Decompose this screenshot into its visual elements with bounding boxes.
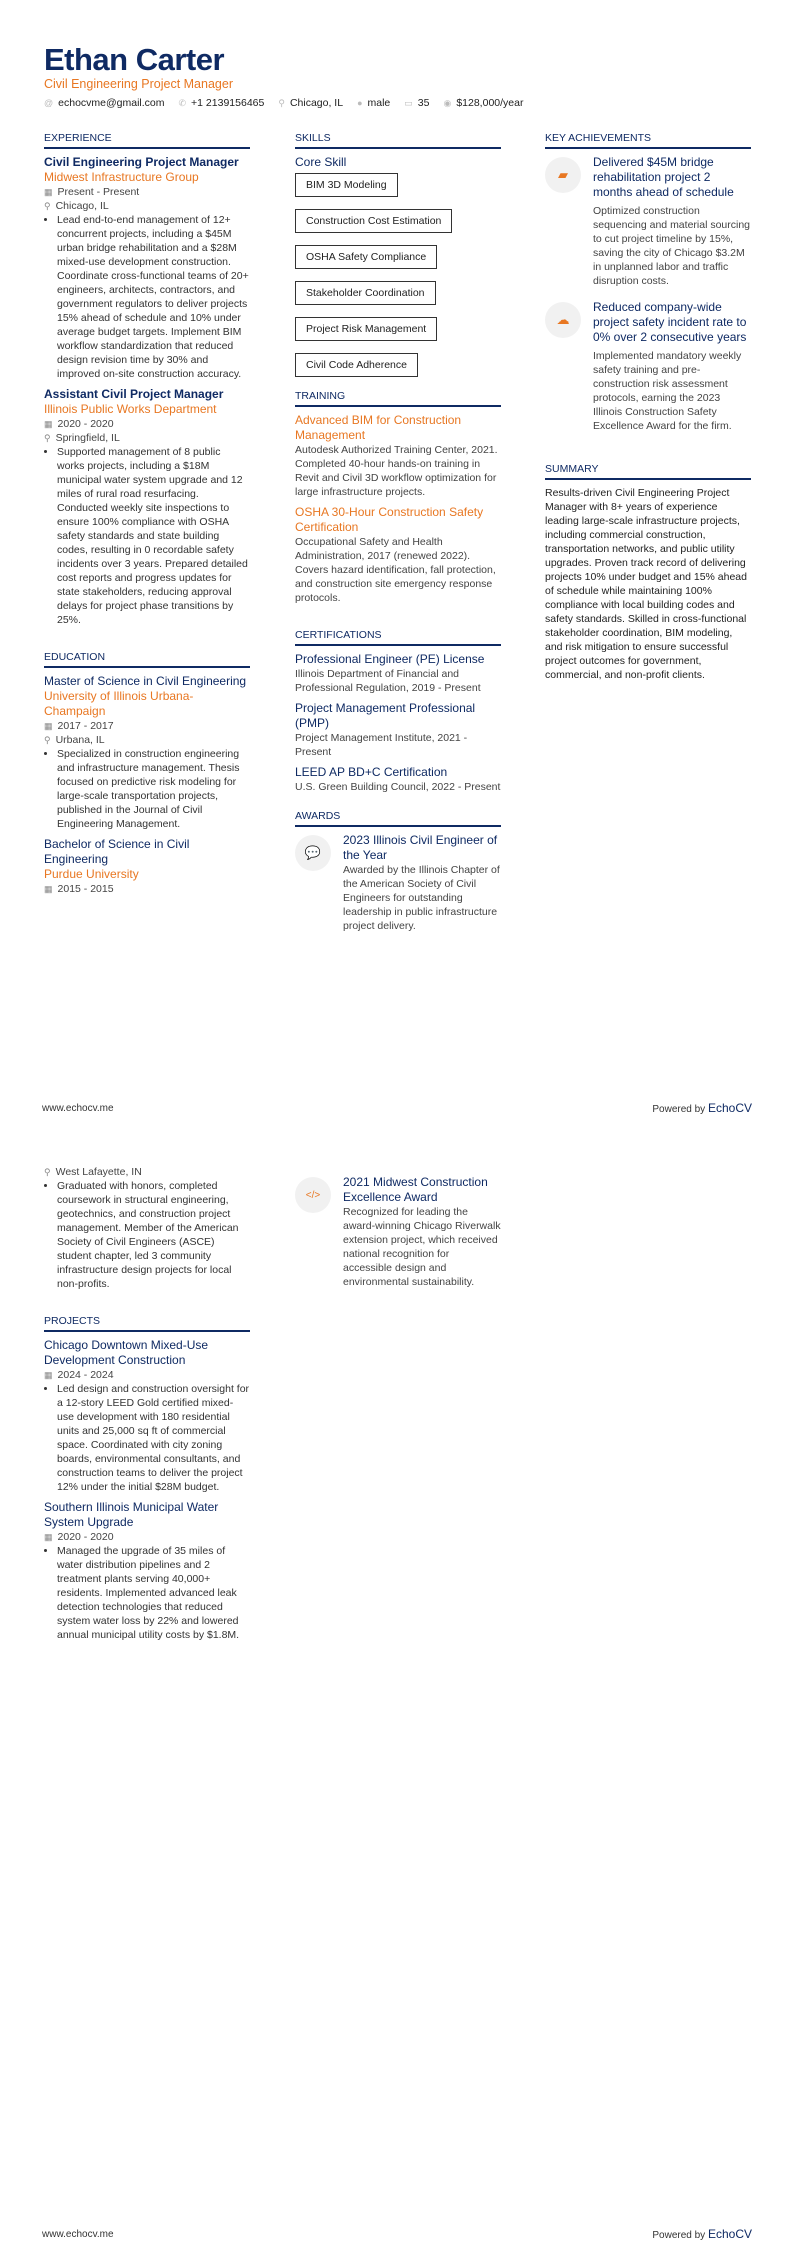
chat-icon: 💬: [295, 835, 331, 871]
experience-item: [44, 387, 250, 627]
calendar-icon: ▦: [44, 721, 53, 731]
calendar-icon: ▦: [44, 1532, 53, 1542]
age: 35: [417, 97, 430, 109]
description: • Specialized in construction engineering and infrastructure management. Thesis focused on predictive risk modeling for large-scale transportation projects, published in the Journal of Civil Engineering Management.: [57, 747, 250, 831]
education-item: [44, 674, 250, 831]
description: • Led design and construction oversight for a 12-story LEED Gold certified mixed-use development with 180 residential units and 25,000 sq ft of commercial space. Coordinated with city zoning boards, environmental consultants, and construction teams to deliver the project 12% under the initial $28M budget.: [57, 1382, 250, 1494]
middle-column: [295, 128, 501, 945]
project-title: Southern Illinois Municipal Water System Upgrade: [44, 1500, 219, 1529]
description: • Supported management of 8 public works projects, including a $18M municipal water system upgrade and 12 miles of rural road resurfacing. Conducted weekly site inspections to ensure 100% compliance with OSHA safety standards and state building codes, resulting in 0 recordable safety incidents over 3 years. Prepared detailed cost reports and progress updates for state stakeholders, reducing approval delays for project phase transitions by 25%.: [57, 445, 250, 627]
description: • Lead end-to-end management of 12+ concurrent projects, including a $45M urban bridge rehabilitation and a $28M mixed-use development construction. Coordinate cross-functional teams of 20+ engineers, architects, contractors, and government regulators to deliver projects 15% ahead of schedule and 10% under average budget targets. Implement BIM workflow standardization that reduced design revision time by 30% and improved on-site construction accuracy.: [57, 213, 250, 381]
project-item: [44, 1338, 250, 1494]
powered-by: Powered by: [652, 2230, 706, 2241]
salary-icon: ◉: [443, 98, 452, 108]
calendar-icon: ▦: [44, 884, 53, 894]
section-awards: AWARDS: [295, 810, 501, 827]
achievement-item: [545, 155, 751, 294]
powered-by: Powered by: [652, 1104, 706, 1115]
summary-text: Results-driven Civil Engineering Project Manager with 8+ years of experience leading large-scale infrastructure projects, including commercial construction, transportation networks, and public utility upgrades. Proven track record of delivering projects 10% under budget and 15% ahead of schedule while maintaining 100% compliance with local building codes and safety standards. Skilled in cross-functional stakeholder coordination, BIM modeling, and risk mitigation to ensure successful project outcomes for government, commercial, and non-profit clients.: [545, 487, 747, 681]
location-icon: ⚲: [44, 201, 51, 211]
job-title: Civil Engineering Project Manager: [44, 155, 239, 169]
skill-tag: Stakeholder Coordination: [295, 281, 436, 305]
project-item: [44, 1500, 250, 1642]
contact-bar: [44, 97, 523, 109]
user-icon: ●: [357, 98, 363, 108]
section-summary: SUMMARY: [545, 463, 751, 480]
location-icon: ⚲: [44, 1167, 51, 1177]
degree: Bachelor of Science in Civil Engineering: [44, 837, 190, 866]
description: • Managed the upgrade of 35 miles of water distribution pipelines and 2 treatment plants serving 40,000+ residents. Implemented advanced leak detection technologies that reduced system water loss by 22% and lowered annual municipal utility costs by $1.8M.: [57, 1544, 250, 1642]
left-column: [44, 128, 250, 896]
brand: EchoCV: [707, 2227, 752, 2241]
achievement-desc: Optimized construction sequencing and material sourcing to cut project timeline by 15%, saving the city of Chicago $3.2M in unplanned labor and traffic disruption costs.: [593, 205, 751, 287]
section-education: EDUCATION: [44, 651, 250, 668]
achievement-title: Reduced company-wide project safety incident rate to 0% over 2 consecutive years: [593, 300, 747, 344]
company: Illinois Public Works Department: [44, 402, 217, 416]
achievement-title: Delivered $45M bridge rehabilitation project 2 months ahead of schedule: [593, 155, 734, 199]
location-icon: ⚲: [278, 98, 285, 108]
skill-tag: Civil Code Adherence: [295, 353, 418, 377]
location: Springfield, IL: [55, 432, 120, 444]
training-title: OSHA 30-Hour Construction Safety Certification: [295, 505, 484, 534]
location: Urbana, IL: [55, 734, 105, 746]
award-desc: Recognized for leading the award-winning Chicago Riverwalk extension project, which received national recognition for accessible design and environmental sustainability.: [343, 1206, 501, 1288]
location-icon: ⚲: [44, 735, 51, 745]
phone: +1 2139156465: [191, 97, 265, 109]
skill-tag: Construction Cost Estimation: [295, 209, 452, 233]
phone-icon: ✆: [178, 98, 187, 108]
left-column: [44, 1165, 250, 1648]
middle-column: [295, 1175, 501, 1301]
footer-powered: [652, 2227, 752, 2241]
award-item: [295, 1175, 501, 1295]
section-achievements: KEY ACHIEVEMENTS: [545, 132, 751, 149]
email: echocvme@gmail.com: [58, 97, 165, 109]
dates: 2020 - 2020: [57, 1531, 114, 1543]
location: West Lafayette, IN: [55, 1166, 142, 1178]
cert-title: Professional Engineer (PE) License: [295, 652, 485, 666]
cloud-icon: ☁: [545, 302, 581, 338]
cert-desc: Project Management Institute, 2021 - Present: [295, 732, 468, 758]
resume-page-2: [0, 1123, 794, 2246]
section-training: TRAINING: [295, 390, 501, 407]
award-title: 2021 Midwest Construction Excellence Award: [343, 1175, 488, 1204]
gender: male: [367, 97, 391, 109]
calendar-icon: ▦: [44, 1370, 53, 1380]
calendar-icon: ▦: [44, 419, 53, 429]
salary: $128,000/year: [456, 97, 524, 109]
code-icon: </>: [295, 1177, 331, 1213]
dates: 2017 - 2017: [57, 720, 114, 732]
skill-tag: BIM 3D Modeling: [295, 173, 398, 197]
cert-title: Project Management Professional (PMP): [295, 701, 476, 730]
award-desc: Awarded by the Illinois Chapter of the American Society of Civil Engineers for outstanding leadership in public infrastructure project delivery.: [343, 864, 500, 932]
section-certifications: CERTIFICATIONS: [295, 629, 501, 646]
dates: 2024 - 2024: [57, 1369, 114, 1381]
calendar-icon: ▦: [44, 187, 53, 197]
award-title: 2023 Illinois Civil Engineer of the Year: [343, 833, 498, 862]
footer-site[interactable]: www.echocv.me: [42, 1103, 114, 1114]
training-desc: Occupational Safety and Health Administration, 2017 (renewed 2022). Covers hazard identification, fall protection, and construction site emergency response protocols.: [295, 536, 496, 604]
degree: Master of Science in Civil Engineering: [44, 674, 247, 688]
education-item: [44, 837, 250, 896]
award-item: [295, 833, 501, 939]
school: University of Illinois Urbana-Champaign: [44, 689, 194, 718]
skill-group: Core Skill: [295, 155, 347, 169]
brand: EchoCV: [707, 1101, 752, 1115]
achievement-desc: Implemented mandatory weekly safety training and pre-construction risk assessment protocols, earning the 2023 Illinois Construction Safety Excellence Award for the firm.: [593, 350, 742, 432]
training-desc: Autodesk Authorized Training Center, 2021. Completed 40-hour hands-on training in Revit and Civil 3D workflow optimization for large infrastructure projects.: [295, 444, 498, 498]
dates: Present - Present: [57, 186, 140, 198]
skill-tag: OSHA Safety Compliance: [295, 245, 437, 269]
job-title: Assistant Civil Project Manager: [44, 387, 224, 401]
school: Purdue University: [44, 867, 139, 881]
location: Chicago, IL: [289, 97, 344, 109]
section-skills: SKILLS: [295, 132, 501, 149]
cert-title: LEED AP BD+C Certification: [295, 765, 448, 779]
calendar-icon: ▭: [404, 98, 413, 108]
training-title: Advanced BIM for Construction Management: [295, 413, 462, 442]
footer-powered: [652, 1101, 752, 1115]
candidate-name: Ethan Carter: [44, 42, 225, 77]
right-column: [545, 128, 751, 688]
achievement-item: [545, 300, 751, 439]
comment-icon: ▰: [545, 157, 581, 193]
dates: 2020 - 2020: [57, 418, 114, 430]
company: Midwest Infrastructure Group: [44, 170, 199, 184]
cert-desc: Illinois Department of Financial and Professional Regulation, 2019 - Present: [295, 668, 481, 694]
email-icon: @: [44, 98, 54, 108]
cert-desc: U.S. Green Building Council, 2022 - Present: [295, 781, 501, 793]
description: • Graduated with honors, completed coursework in structural engineering, geotechnics, and construction project management. Member of the American Society of Civil Engineers (ASCE) student chapter, led 3 community infrastructure design projects for local non-profits.: [57, 1179, 250, 1291]
project-title: Chicago Downtown Mixed-Use Development Construction: [44, 1338, 209, 1367]
section-projects: PROJECTS: [44, 1315, 250, 1332]
footer-site[interactable]: www.echocv.me: [42, 2229, 114, 2240]
dates: 2015 - 2015: [57, 883, 114, 895]
location: Chicago, IL: [55, 200, 109, 212]
section-experience: EXPERIENCE: [44, 132, 250, 149]
location-icon: ⚲: [44, 433, 51, 443]
skill-tag: Project Risk Management: [295, 317, 437, 341]
candidate-title: Civil Engineering Project Manager: [44, 77, 233, 91]
experience-item: [44, 155, 250, 381]
